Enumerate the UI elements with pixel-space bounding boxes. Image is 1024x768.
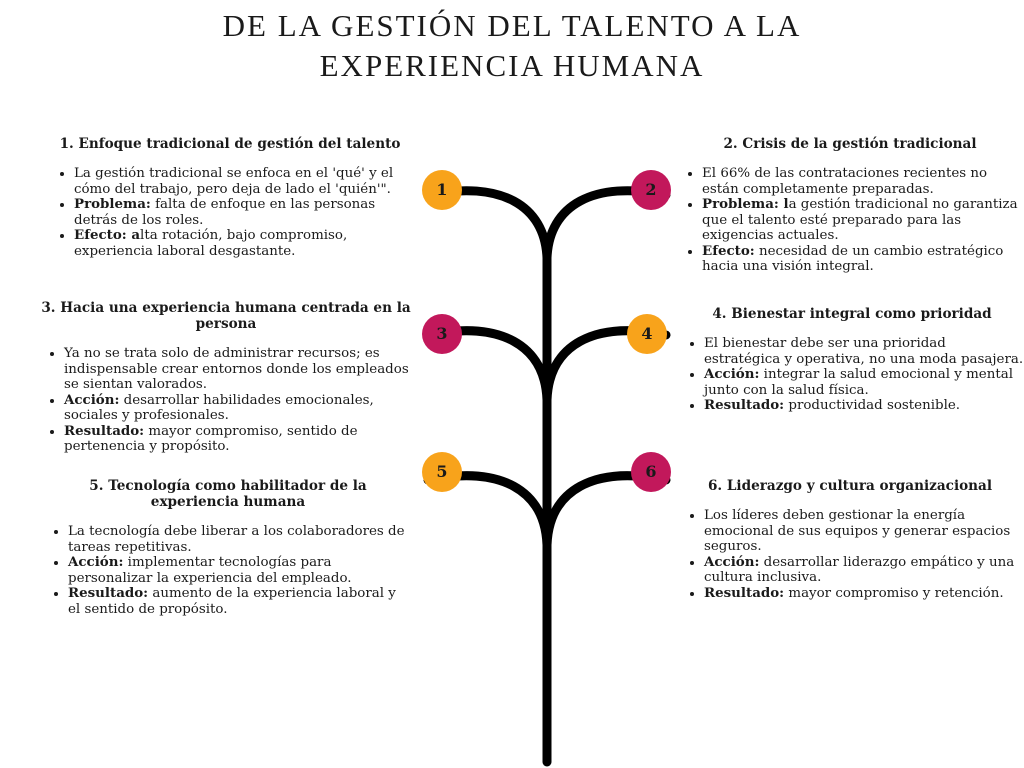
section-1-heading: 1. Enfoque tradicional de gestión del talento bbox=[59, 136, 401, 152]
node-4-label: 4 bbox=[641, 324, 653, 343]
list-item: • Problema: falta de enfoque en las personas detrás de los roles. bbox=[74, 197, 410, 228]
list-item: • Los líderes deben gestionar la energía emocional de sus equipos y generar espacios seguros. bbox=[704, 508, 1020, 555]
list-item: • Efecto: necesidad de un cambio estratégico hacia una visión integral. bbox=[702, 244, 1022, 275]
list-item: • Resultado: mayor compromiso, sentido de pertenencia y propósito. bbox=[64, 424, 412, 455]
section-5-list bbox=[44, 524, 412, 617]
section-4-heading: 4. Bienestar integral como prioridad bbox=[712, 306, 992, 322]
section-1-list bbox=[50, 166, 410, 259]
node-1-label: 1 bbox=[436, 180, 448, 199]
list-item: • Efecto: alta rotación, bajo compromiso, experiencia laboral desgastante. bbox=[74, 228, 410, 259]
section-2-list bbox=[678, 166, 1022, 275]
section-5 bbox=[44, 478, 412, 617]
section-6 bbox=[680, 478, 1020, 601]
section-4-list bbox=[680, 336, 1024, 414]
section-4 bbox=[680, 306, 1024, 414]
section-5-heading: 5. Tecnología como habilitador de la experiencia humana bbox=[89, 478, 367, 510]
node-6-label: 6 bbox=[645, 462, 657, 481]
node-2-label: 2 bbox=[645, 180, 657, 199]
title-line-1: DE LA GESTIÓN DEL TALENTO A LA bbox=[222, 8, 802, 43]
node-5-label: 5 bbox=[436, 462, 448, 481]
list-item: • Resultado: mayor compromiso y retención. bbox=[704, 586, 1020, 602]
list-item: • Acción: desarrollar liderazgo empático y una cultura inclusiva. bbox=[704, 555, 1020, 586]
section-3 bbox=[40, 300, 412, 455]
title-line-2: EXPERIENCIA HUMANA bbox=[319, 48, 705, 83]
section-3-list bbox=[40, 346, 412, 455]
list-item: • Acción: integrar la salud emocional y mental junto con la salud física. bbox=[704, 367, 1024, 398]
list-item: • Resultado: productividad sostenible. bbox=[704, 398, 1024, 414]
list-item: • Acción: implementar tecnologías para personalizar la experiencia del empleado. bbox=[68, 555, 412, 586]
node-3-label: 3 bbox=[436, 324, 448, 343]
list-item: • Acción: desarrollar habilidades emocionales, sociales y profesionales. bbox=[64, 393, 412, 424]
list-item: • El 66% de las contrataciones recientes no están completamente preparadas. bbox=[702, 166, 1022, 197]
list-item: • La gestión tradicional se enfoca en el 'qué' y el cómo del trabajo, pero deja de lado el 'quién'". bbox=[74, 166, 410, 197]
section-2 bbox=[678, 136, 1022, 275]
section-6-heading: 6. Liderazgo y cultura organizacional bbox=[707, 478, 993, 494]
list-item: • Ya no se trata solo de administrar recursos; es indispensable crear entornos donde los empleados se sientan valorados. bbox=[64, 346, 412, 393]
list-item: • Resultado: aumento de la experiencia laboral y el sentido de propósito. bbox=[68, 586, 412, 617]
list-item: • El bienestar debe ser una prioridad estratégica y operativa, no una moda pasajera. bbox=[704, 336, 1024, 367]
section-3-heading: 3. Hacia una experiencia humana centrada en la persona bbox=[41, 300, 411, 332]
section-6-list bbox=[680, 508, 1020, 601]
section-2-heading: 2. Crisis de la gestión tradicional bbox=[723, 136, 977, 152]
list-item: • Problema: la gestión tradicional no garantiza que el talento esté preparado para las exigencias actuales. bbox=[702, 197, 1022, 244]
section-1 bbox=[50, 136, 410, 259]
list-item: • La tecnología debe liberar a los colaboradores de tareas repetitivas. bbox=[68, 524, 412, 555]
